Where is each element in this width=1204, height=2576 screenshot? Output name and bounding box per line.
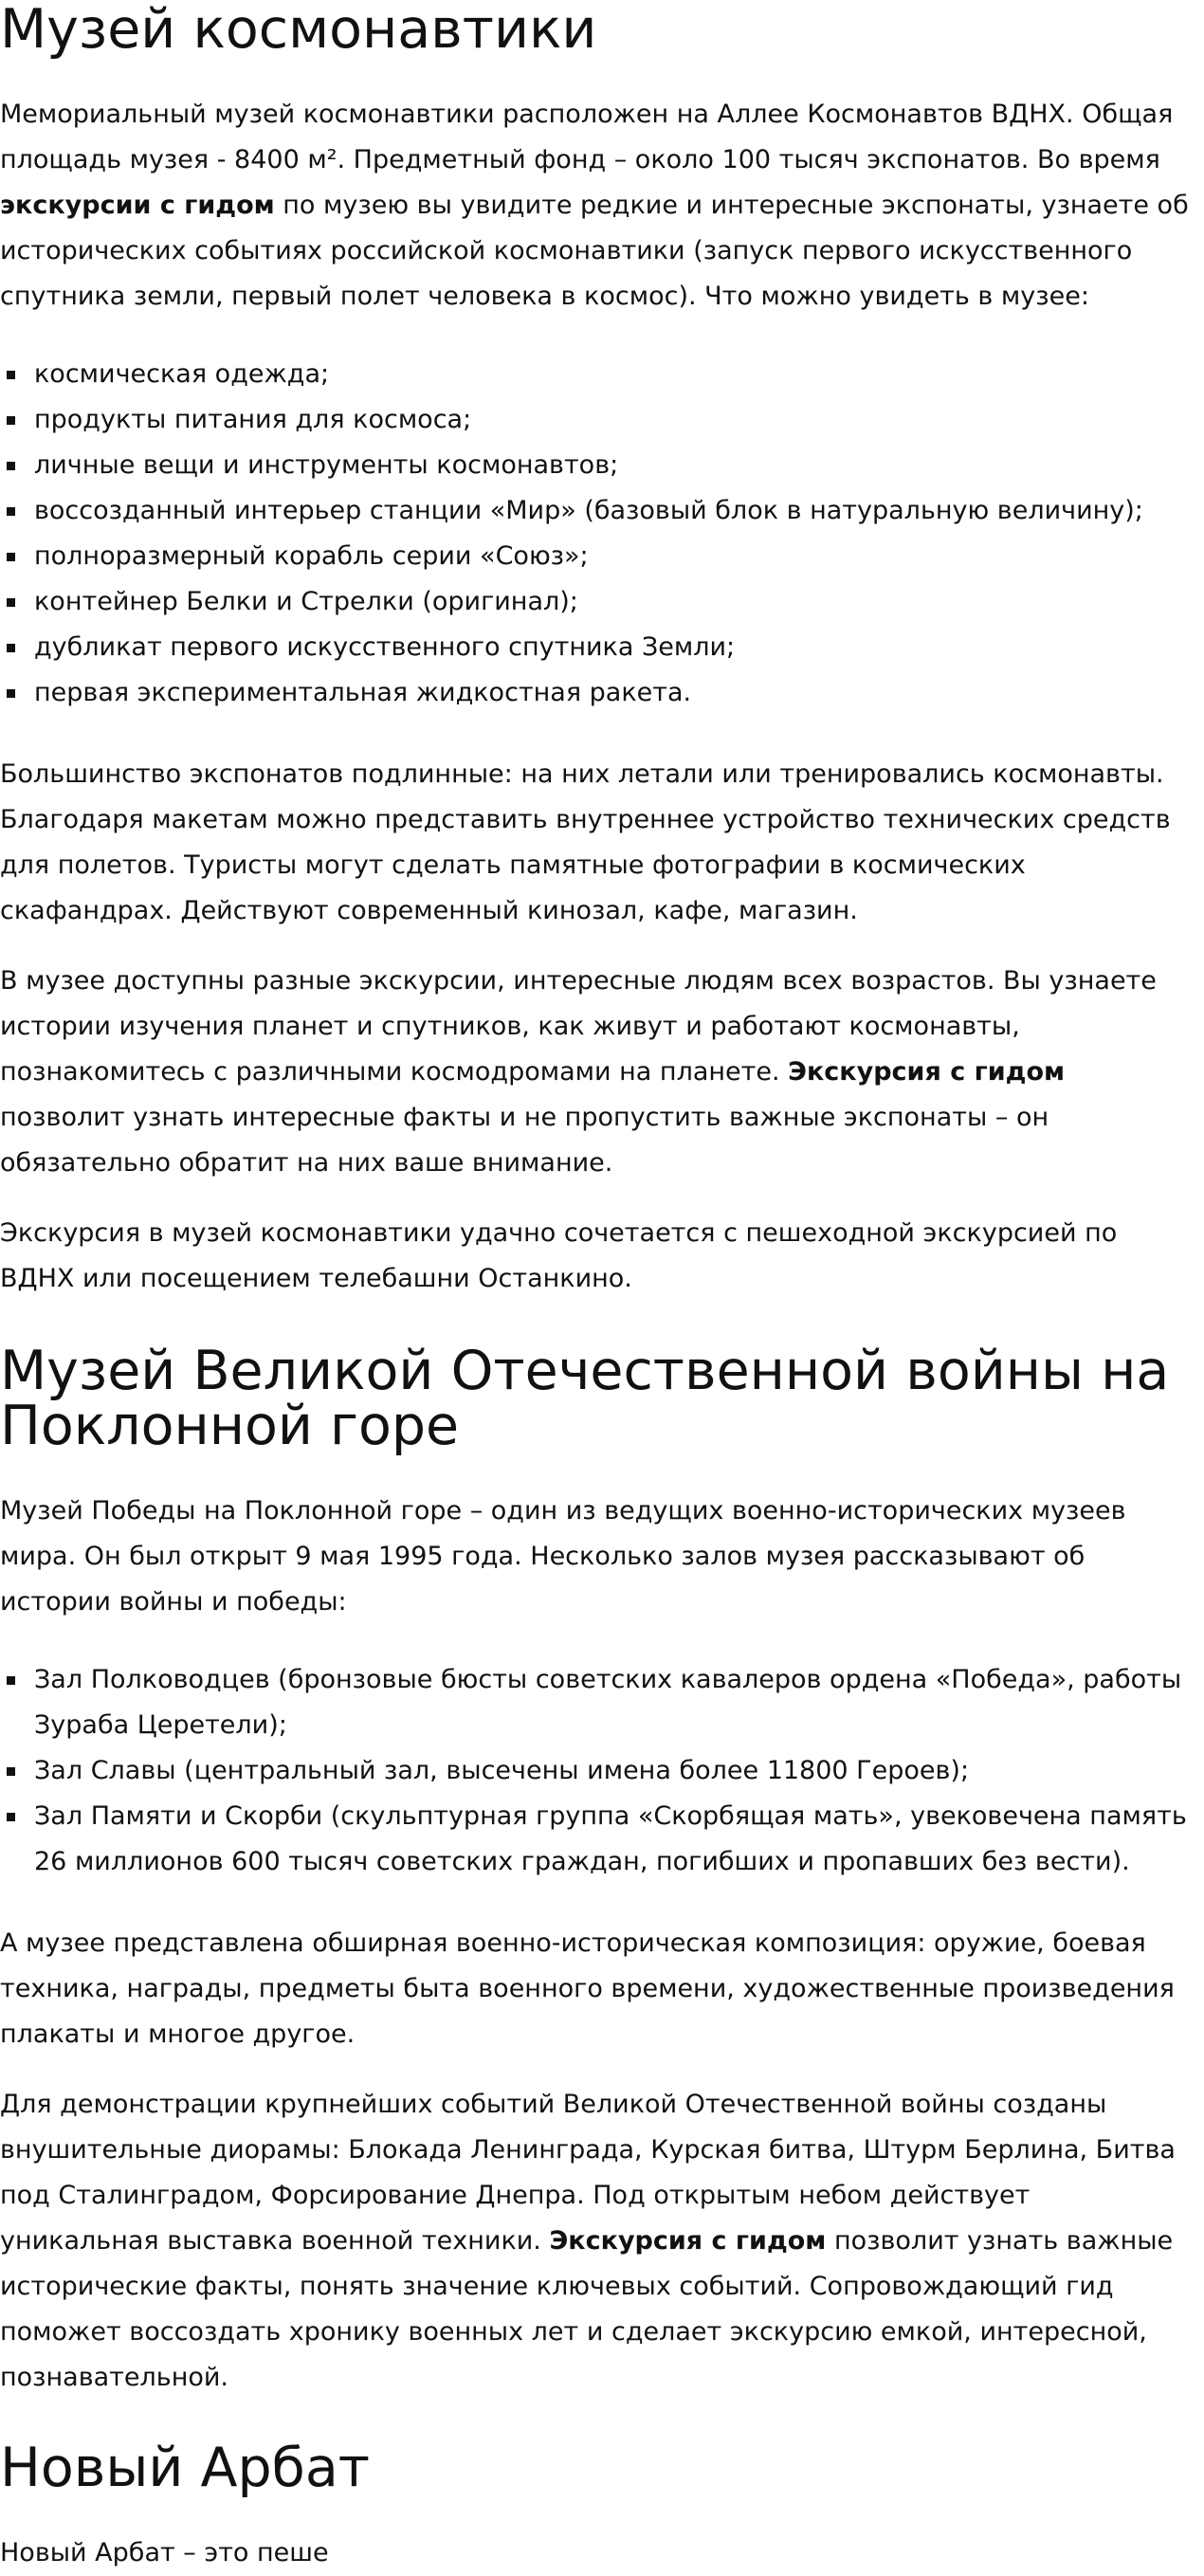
cosmonautics-paragraph-4: Экскурсия в музей космонавтики удачно сочетается с пешеходной экскурсией по ВДНХ или посещением телебашни Останкино.	[0, 1218, 1118, 1293]
list-item: Зал Славы (центральный зал, высечены имена более 11800 Героев);	[0, 1748, 1195, 1794]
cosmonautics-paragraph-2: Большинство экспонатов подлинные: на них летали или тренировались космонавты. Благодаря макетам можно представить внутреннее устройство технических средств для полетов. Туристы могут сделать памятные фотографии в космических скафандрах. Действуют современный кинозал, кафе, магазин.	[0, 759, 1171, 925]
section-title-victory-museum: Музей Великой Отечественной войны на Поклонной горе	[0, 1340, 1170, 1457]
list-item: контейнер Белки и Стрелки (оригинал);	[0, 579, 1195, 625]
list-item: полноразмерный корабль серии «Союз»;	[0, 534, 1195, 579]
section-title-new-arbat: Новый Арбат	[0, 2437, 370, 2499]
list-item: Зал Полководцев (бронзовые бюсты советских кавалеров ордена «Победа», работы Зураба Церетели);	[0, 1657, 1195, 1748]
section-title-cosmonautics: Музей космонавтики	[0, 0, 597, 61]
cosmonautics-para3-text-2: позволит узнать интересные факты и не пропустить важные экспонаты – он обязательно обратит на них ваше внимание.	[0, 1103, 1049, 1178]
list-item: Зал Памяти и Скорби (скульптурная группа «Скорбящая мать», увековечена память 26 миллионов 600 тысяч советских граждан, погибших и пропавших без вести).	[0, 1794, 1195, 1885]
victory-intro-paragraph: Музей Победы на Поклонной горе – один из ведущих военно-исторических музеев мира. Он был открыт 9 мая 1995 года. Несколько залов музея рассказывают об истории войны и победы:	[0, 1496, 1126, 1617]
victory-para3-text-2: позволит узнать важные исторические факты, понять значение ключевых событий. Сопровождающий гид поможет воссоздать хронику военных лет и сделает экскурсию емкой, интересной, познавательной.	[0, 2226, 1174, 2392]
list-item: продукты питания для космоса;	[0, 397, 1195, 443]
cosmonautics-intro-text-1: Мемориальный музей космонавтики расположен на Аллее Космонавтов ВДНХ. Общая площадь музея - 8400 м². Предметный фонд – около 100 тысяч экспонатов. Во время	[0, 100, 1174, 174]
cosmonautics-paragraph-3	[0, 959, 1195, 1186]
victory-para3-bold: Экскурсия с гидом	[549, 2226, 827, 2256]
cosmonautics-intro-paragraph	[0, 92, 1195, 320]
list-item: первая экспериментальная жидкостная ракета.	[0, 670, 1195, 716]
list-item: дубликат первого искусственного спутника Земли;	[0, 625, 1195, 670]
cosmonautics-intro-bold: экскурсии с гидом	[0, 191, 275, 220]
victory-halls-list	[0, 1657, 1195, 1885]
cosmonautics-para3-bold: Экскурсия с гидом	[788, 1057, 1066, 1087]
victory-para3-text-1: Для демонстрации крупнейших событий Великой Отечественной войны созданы внушительные диорамы: Блокада Ленинграда, Курская битва, Штурм Берлина, Битва под Сталинградом, Форсирование Днепра. Под открытым небом действует уникальная выставка военной техники.	[0, 2090, 1176, 2256]
cosmonautics-exhibits-list	[0, 352, 1195, 716]
arbat-intro-paragraph: Новый Арбат – это пеше	[0, 2538, 329, 2567]
cosmonautics-para3-text-1: В музее доступны разные экскурсии, интересные людям всех возрастов. Вы узнаете истории изучения планет и спутников, как живут и работают космонавты, познакомитесь с различными космодромами на планете.	[0, 966, 1157, 1087]
victory-paragraph-2: А музее представлена обширная военно-историческая композиция: оружие, боевая техника, награды, предметы быта военного времени, художественные произведения плакаты и многое другое.	[0, 1928, 1175, 2049]
list-item: космическая одежда;	[0, 352, 1195, 397]
list-item: личные вещи и инструменты космонавтов;	[0, 443, 1195, 488]
victory-paragraph-3	[0, 2082, 1195, 2401]
list-item: воссозданный интерьер станции «Мир» (базовый блок в натуральную величину);	[0, 488, 1195, 534]
cosmonautics-intro-text-2: по музею вы увидите редкие и интересные экспонаты, узнаете об исторических событиях российской космонавтики (запуск первого искусственного спутника земли, первый полет человека в космос). Что можно увидеть в музее:	[0, 191, 1189, 311]
